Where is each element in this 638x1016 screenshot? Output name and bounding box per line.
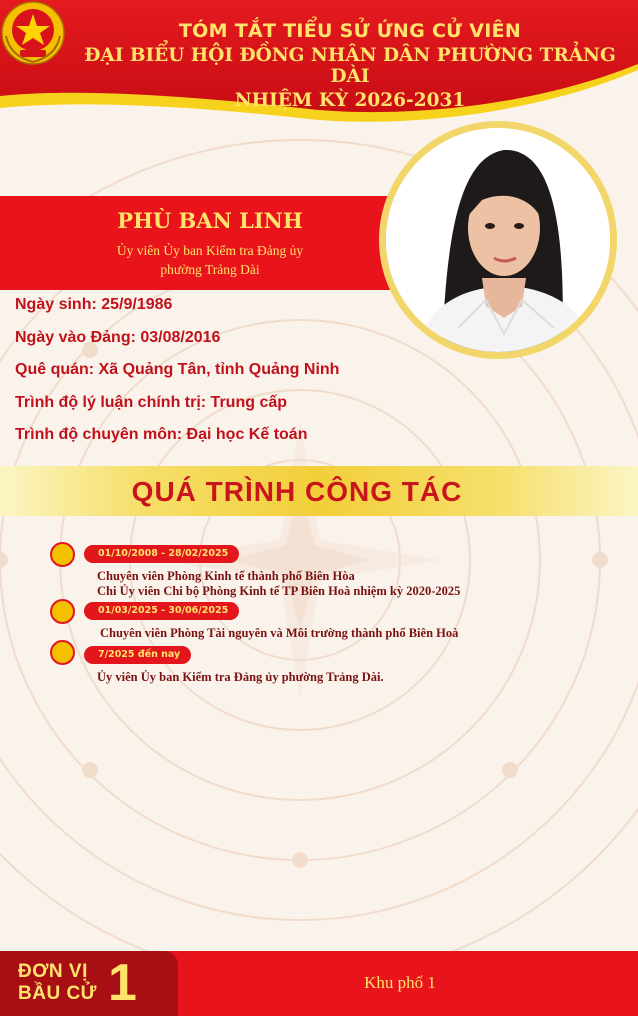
timeline-dot-icon bbox=[50, 542, 75, 567]
footer-bar bbox=[0, 951, 638, 1016]
career-section-title: QUÁ TRÌNH CÔNG TÁC bbox=[131, 476, 463, 507]
electoral-area: Khu phố 1 bbox=[364, 973, 436, 992]
info-professional-level: Trình độ chuyên môn: Đại học Kế toán bbox=[15, 426, 308, 443]
timeline-text-2: Chuyên viên Phòng Tài nguyên và Môi trường thành phố Biên Hoà bbox=[100, 626, 459, 640]
candidate-portrait bbox=[386, 128, 610, 352]
candidate-name: PHÙ BAN LINH bbox=[117, 208, 303, 233]
timeline-date-2: 01/03/2025 - 30/06/2025 bbox=[84, 602, 239, 620]
electoral-unit-label bbox=[18, 961, 97, 1005]
portrait-frame bbox=[379, 121, 617, 359]
candidate-role bbox=[60, 241, 360, 279]
info-hometown: Quê quán: Xã Quảng Tân, tỉnh Quảng Ninh bbox=[15, 361, 340, 378]
candidate-role-line2: phường Trảng Dài bbox=[160, 262, 260, 277]
timeline-text-1a: Chuyên viên Phòng Kinh tế thành phố Biên Hòa bbox=[97, 569, 355, 583]
header-title bbox=[80, 20, 620, 111]
candidate-name-band bbox=[0, 196, 420, 290]
info-party-join-date: Ngày vào Đảng: 03/08/2016 bbox=[15, 328, 221, 346]
electoral-unit-label-line1: ĐƠN VỊ bbox=[18, 961, 88, 982]
timeline-text-3: Ủy viên Ủy ban Kiểm tra Đảng ủy phường Trảng Dài. bbox=[97, 670, 384, 684]
portrait-illustration bbox=[386, 128, 610, 352]
timeline-dot-icon bbox=[50, 640, 75, 665]
timeline-date-1: 01/10/2008 - 28/02/2025 bbox=[84, 545, 239, 563]
electoral-unit-number: 1 bbox=[108, 954, 137, 1012]
electoral-unit-box bbox=[0, 951, 178, 1016]
timeline-text-1b: Chi Ủy viên Chi bộ Phòng Kinh tế TP Biên Hoà nhiệm kỳ 2020-2025 bbox=[97, 584, 461, 598]
career-section-band bbox=[0, 466, 638, 516]
header-title-line1: TÓM TẮT TIỂU SỬ ỨNG CỬ VIÊN bbox=[178, 20, 522, 42]
national-emblem-icon bbox=[0, 0, 66, 66]
timeline-date-3: 7/2025 đến nay bbox=[84, 646, 191, 664]
timeline-dot-icon bbox=[50, 599, 75, 624]
info-political-theory-level: Trình độ lý luận chính trị: Trung cấp bbox=[15, 393, 288, 411]
header-title-line2: ĐẠI BIỂU HỘI ĐỒNG NHÂN DÂN PHƯỜNG TRẢNG DÀI bbox=[84, 45, 616, 87]
candidate-role-line1: Ủy viên Ủy ban Kiểm tra Đảng ủy bbox=[116, 243, 304, 258]
info-birth-date: Ngày sinh: 25/9/1986 bbox=[15, 296, 173, 313]
electoral-unit-label-line2: BẦU CỬ bbox=[18, 983, 97, 1004]
candidate-info bbox=[15, 296, 339, 459]
header-title-line3: NHIỆM KỲ 2026-2031 bbox=[234, 90, 466, 111]
header-banner bbox=[0, 0, 638, 130]
